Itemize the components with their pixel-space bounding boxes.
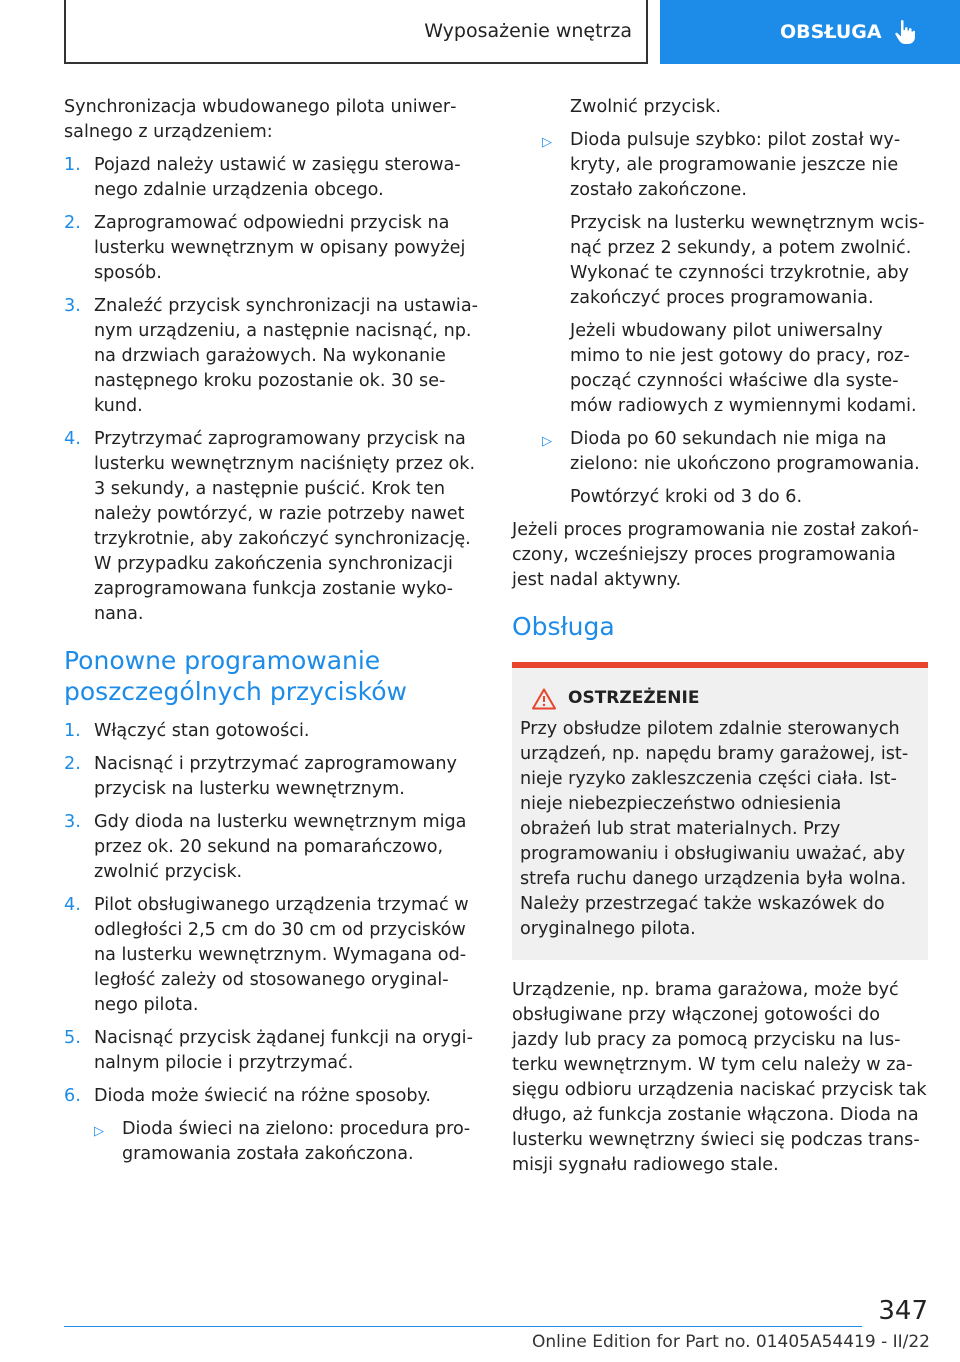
intro-paragraph: Synchronizacja wbudowanego pilota uniwersalnego z urządzeniem: bbox=[64, 97, 457, 142]
footer-divider bbox=[64, 1326, 862, 1327]
list-item bbox=[64, 153, 484, 203]
list-item bbox=[64, 294, 484, 419]
triangle-bullet-icon: ▷ bbox=[542, 434, 552, 449]
list-number: 2. bbox=[64, 754, 81, 774]
list-text: Gdy dioda na lusterku wewnętrznym miga przez ok. 20 sekund na pomarańczowo, zwolnić przycisk. bbox=[94, 812, 467, 882]
list-item bbox=[64, 810, 484, 885]
page-number: 347 bbox=[878, 1296, 928, 1326]
sub-list-text: Dioda pulsuje szybko: pilot został wykryty, ale programowanie jeszcze nie zostało zakończone. bbox=[570, 130, 901, 200]
list-number: 3. bbox=[64, 296, 81, 316]
list-text: Przytrzymać zaprogramowany przycisk na lusterku wewnętrznym naciśnięty przez ok. 3 sekundy, a następnie puścić. Krok ten należy powtórzyć, w razie potrzeby nawet trzykrotnie, aby zakończyć synchronizację. W przypadku zakończenia synchronizacji zaprogramowana funkcja zostanie wykonana. bbox=[94, 429, 476, 624]
paragraph: Urządzenie, np. brama garażowa, może być obsługiwane przy włączonej gotowości do jazdy lub pracy za pomocą przycisku na lusterku wewnętrznym. W tym celu należy w zasięgu odbioru urządzenia naciskać przycisk tak długo, aż funkcja zostanie włączona. Dioda na lusterku wewnętrzny świeci się podczas transmisji sygnału radiowego stale. bbox=[512, 980, 927, 1175]
list-number: 3. bbox=[64, 812, 81, 832]
list-number: 1. bbox=[64, 155, 81, 175]
hand-pointer-icon bbox=[894, 19, 916, 45]
list-text: Pilot obsługiwanego urządzenia trzymać w odległości 2,5 cm do 30 cm od przycisków na lusterku wewnętrznym. Wymagana odległość zależy od stosowanego oryginalnego pilota. bbox=[94, 895, 469, 1015]
list-number: 6. bbox=[64, 1086, 81, 1106]
chapter-tab[interactable] bbox=[660, 0, 960, 64]
sub-list-item bbox=[542, 128, 928, 203]
list-text: Nacisnąć przycisk żądanej funkcji na oryginalnym pilocie i przytrzymać. bbox=[94, 1028, 473, 1073]
list-text: Zaprogramować odpowiedni przycisk na lusterku wewnętrznym w opisany powyżej sposób. bbox=[94, 213, 466, 283]
list-number: 4. bbox=[64, 895, 81, 915]
list-number: 5. bbox=[64, 1028, 81, 1048]
list-item bbox=[64, 427, 484, 627]
list-item bbox=[64, 752, 484, 802]
sub-list-text: Dioda świeci na zielono: procedura programowania została zakończona. bbox=[122, 1119, 471, 1164]
triangle-bullet-icon: ▷ bbox=[94, 1124, 104, 1139]
list-text: Dioda może świecić na różne sposoby. bbox=[94, 1086, 432, 1106]
sub-paragraph: Powtórzyć kroki od 3 do 6. bbox=[570, 487, 803, 507]
warning-box bbox=[512, 662, 928, 960]
sub-list-item bbox=[94, 1117, 484, 1167]
list-number: 4. bbox=[64, 429, 81, 449]
section-title: Wyposażenie wnętrza bbox=[424, 20, 632, 42]
list-number: 2. bbox=[64, 213, 81, 233]
list-text: Znaleźć przycisk synchronizacji na ustawianym urządzeniu, a następnie nacisnąć, np. na drzwiach garażowych. Na wykonanie następnego kroku pozostanie ok. 30 sekund. bbox=[94, 296, 478, 416]
section-heading: Obsługa bbox=[512, 612, 615, 641]
edition-footer: Online Edition for Part no. 01405A54419 - II/22 bbox=[531, 1332, 930, 1352]
warning-title: OSTRZEŻENIE bbox=[568, 688, 700, 708]
list-item bbox=[64, 1084, 484, 1109]
paragraph: Jeżeli proces programowania nie został zakończony, wcześniejszy proces programowania jest nadal aktywny. bbox=[512, 520, 919, 590]
sub-list-text: Dioda po 60 sekundach nie miga na zielono: nie ukończono programowania. bbox=[570, 429, 920, 474]
warning-text: Przy obsłudze pilotem zdalnie sterowanych urządzeń, np. napędu bramy garażowej, istnieje ryzyko zakleszczenia części ciała. Istnieje niebezpieczeństwo odniesienia obrażeń lub strat materialnych. Przy programowaniu i obsługiwaniu uważać, aby strefa ruchu danego urządzenia była wolna. Należy przestrzegać także wskazówek do oryginalnego pilota. bbox=[520, 719, 909, 939]
triangle-bullet-icon: ▷ bbox=[542, 135, 552, 150]
warning-header bbox=[532, 686, 918, 711]
list-item bbox=[64, 1026, 484, 1076]
sub-paragraph: Przycisk na lusterku wewnętrznym wcisnąć przez 2 sekundy, a potem zwolnić. Wykonać te czynności trzykrotnie, aby zakończyć proces programowania. bbox=[570, 213, 925, 308]
sub-paragraph: Zwolnić przycisk. bbox=[570, 97, 721, 117]
left-column bbox=[64, 95, 484, 1175]
list-item bbox=[64, 211, 484, 286]
sub-list-item bbox=[542, 427, 928, 477]
chapter-title: OBSŁUGA bbox=[780, 21, 882, 43]
section-header bbox=[64, 0, 648, 64]
list-text: Włączyć stan gotowości. bbox=[94, 721, 310, 741]
sub-paragraph: Jeżeli wbudowany pilot uniwersalny mimo to nie jest gotowy do pracy, rozpocząć czynności właściwe dla systemów radiowych z wymiennymi kodami. bbox=[570, 321, 917, 416]
list-text: Pojazd należy ustawić w zasięgu sterowanego zdalnie urządzenia obcego. bbox=[94, 155, 461, 200]
list-text: Nacisnąć i przytrzymać zaprogramowany przycisk na lusterku wewnętrznym. bbox=[94, 754, 457, 799]
list-number: 1. bbox=[64, 721, 81, 741]
list-item bbox=[64, 893, 484, 1018]
section-heading: Ponowne programowanie poszczególnych przycisków bbox=[64, 646, 407, 706]
warning-triangle-icon bbox=[532, 688, 556, 710]
right-column bbox=[512, 95, 928, 1186]
list-item bbox=[64, 719, 484, 744]
